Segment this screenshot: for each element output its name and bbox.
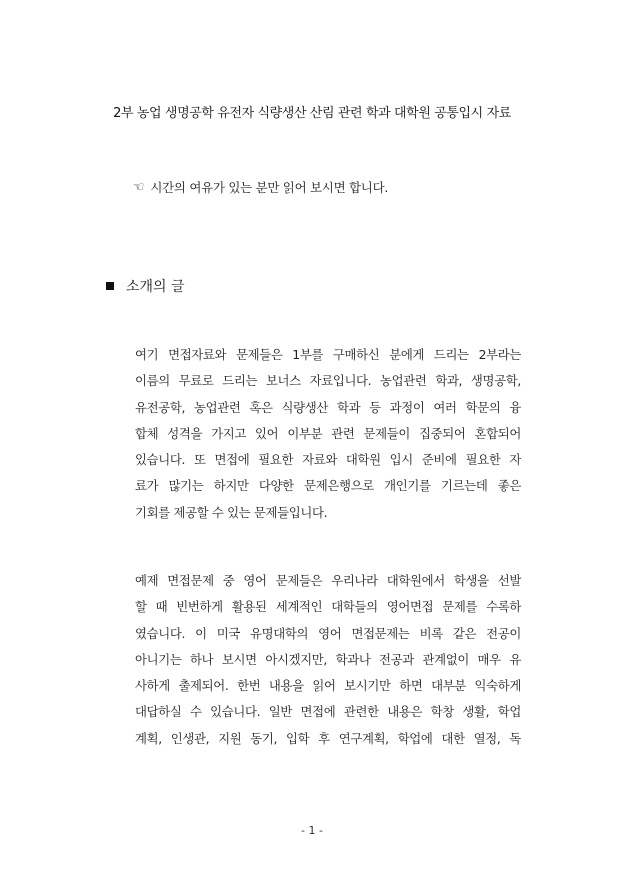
section-heading [106,276,185,296]
reading-note [133,178,388,196]
paragraph-line: 사하게 출제되어. 한번 내용을 읽어 보시기만 하면 대부분 익숙하게 [135,678,521,694]
paragraph-line: 합체 성격을 가지고 있어 이부분 관련 문제들이 집중되어 혼합되어 [135,425,521,441]
page-number: - 1 - [301,824,323,837]
paragraph-line: 기회를 제공할 수 있는 문제들입니다. [135,504,328,520]
paragraph-line: 여기 면접자료와 문제들은 1부를 구매하신 분에게 드리는 2부라는 [135,347,521,362]
paragraph-line: 이름의 무료로 드리는 보너스 자료입니다. 농업관련 학과, 생명공학, [135,373,521,389]
paragraph-intro [135,342,521,526]
paragraph-line: 료가 많기는 하지만 다양한 문제은행으로 개인기를 기르는데 좋은 [135,478,521,494]
paragraph-line: 할 때 빈번하게 활용된 세계적인 대학들의 영어면접 문제를 수록하 [135,599,521,615]
paragraph-line: 아니기는 하나 보시면 아시겠지만, 학과나 전공과 관계없이 매우 유 [135,651,521,667]
paragraph-line: 유전공학, 농업관련 혹은 식량생산 학과 등 과정이 여러 학문의 융 [135,399,521,415]
paragraph-line: 예제 면접문제 중 영어 문제들은 우리나라 대학원에서 학생을 선발 [135,573,521,588]
paragraph-english-questions [135,568,521,752]
section-heading-text: 소개의 글 [126,279,185,295]
paragraph-line: 대답하실 수 있습니다. 일반 면접에 관련한 내용은 학창 생활, 학업 [135,704,521,720]
pointing-hand-icon: ☞ [133,179,145,195]
paragraph-line: 였습니다. 이 미국 유명대학의 영어 면접문제는 비록 같은 전공이 [135,625,521,641]
paragraph-line: 있습니다. 또 면접에 필요한 자료와 대학원 입시 준비에 필요한 자 [135,452,521,468]
reading-note-text: 시간의 여유가 있는 분만 읽어 보시면 합니다. [150,180,389,195]
paragraph-line: 계획, 인생관, 지원 동기, 입학 후 연구계획, 학업에 대한 열정, 독 [135,730,521,746]
black-square-icon [106,282,114,290]
document-title: 2부 농업 생명공학 유전자 식량생산 산림 관련 학과 대학원 공통입시 자료 [113,106,511,121]
